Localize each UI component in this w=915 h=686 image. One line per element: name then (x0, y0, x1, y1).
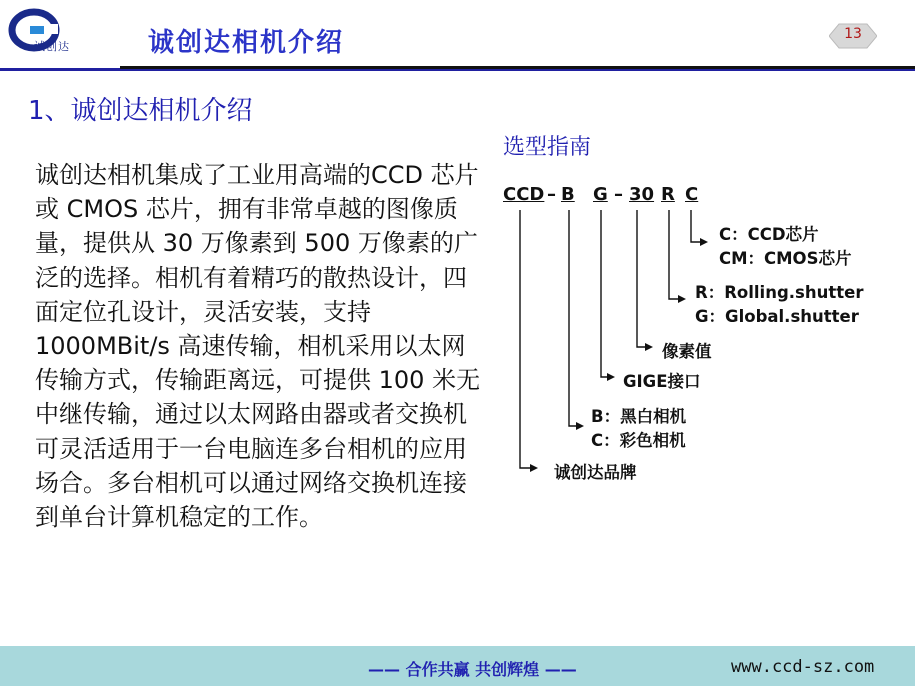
label-shutter-rolling: R：Rolling.shutter (695, 283, 864, 302)
label-sensor-ccd: C：CCD芯片 (719, 225, 819, 244)
section-title: 1、诚创达相机介绍 (28, 96, 253, 126)
label-mono: B：黑白相机 (591, 407, 687, 426)
footer-url[interactable]: www.ccd-sz.com (731, 657, 875, 677)
label-shutter-global: G：Global.shutter (695, 307, 859, 326)
label-interface: GIGE接口 (623, 372, 701, 391)
body-paragraph: 诚创达相机集成了工业用高端的CCD 芯片或 CMOS 芯片，拥有非常卓越的图像质量，提供从 30 万像素到 500 万像素的广泛的选择。相机有着精巧的散热设计，四面定位孔设计，灵活安装，支持 1000MBit/s 高速传输，相机采用以太网传输方式，传输距离远，可提供 100 米无中继传输，通过以太网路由器或者交换机可灵活适用于一台电脑连多台相机的应用场合。多台相机可以通过网络交换机连接到单台计算机稳定的工作。 (35, 161, 481, 532)
code-part-c: C (685, 184, 699, 205)
code-part-g: G (593, 184, 608, 205)
header-title: 诚创达相机介绍 (148, 28, 345, 58)
page-number: 13 (844, 26, 862, 42)
code-part-ccd: CCD (503, 184, 545, 205)
logo-text: 诚创达 (34, 40, 70, 53)
footer-slogan: —— 合作共赢 共创辉煌 —— (368, 660, 577, 679)
code-part-30: 30 (629, 184, 655, 205)
code-separator-2: – (614, 184, 623, 205)
code-part-b: B (561, 184, 575, 205)
label-sensor-cmos: CM：CMOS芯片 (719, 249, 852, 268)
label-color: C：彩色相机 (591, 431, 686, 450)
label-brand: 诚创达品牌 (554, 463, 637, 482)
selection-guide-title: 选型指南 (503, 135, 592, 160)
code-part-r: R (661, 184, 675, 205)
code-separator-1: – (547, 184, 556, 205)
label-pixels: 像素值 (662, 342, 712, 361)
